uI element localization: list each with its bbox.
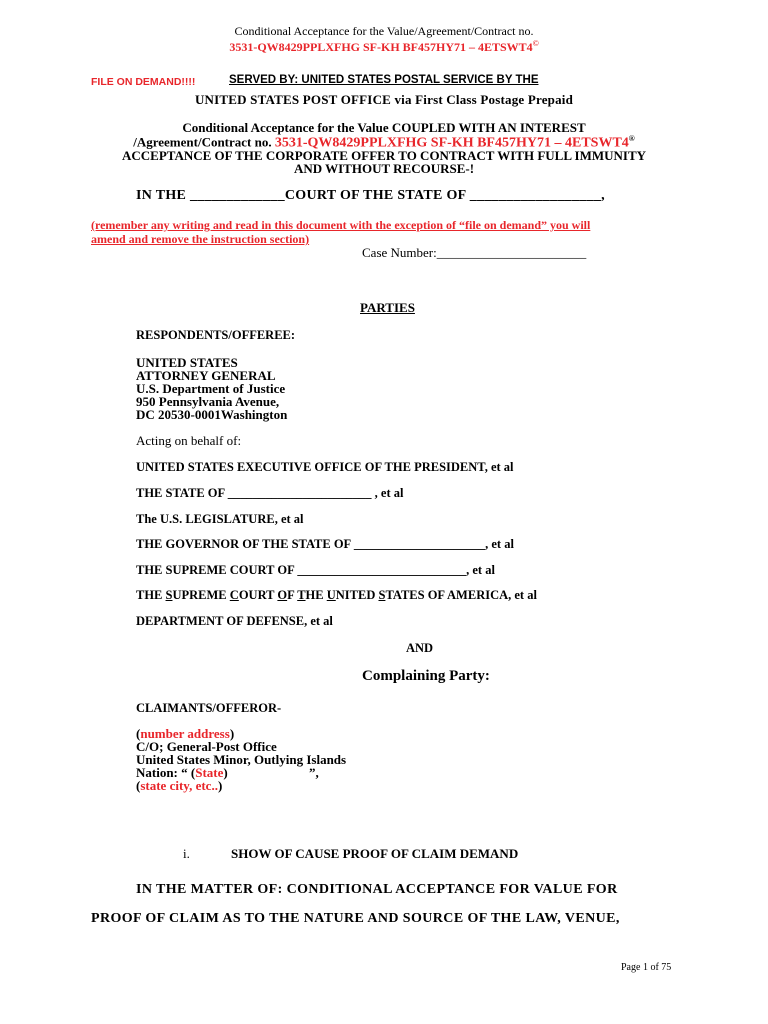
scotus-part: UPREME [172, 588, 230, 602]
paren: ( [136, 778, 141, 793]
party-us-supreme-court [136, 588, 537, 603]
scotus-initial: S [378, 588, 386, 602]
parties-heading: PARTIES [360, 300, 415, 315]
acceptance-line-3: ACCEPTANCE OF THE CORPORATE OFFER TO CONTRACT WITH FULL IMMUNITY [121, 148, 647, 163]
co-line: C/O; General-Post Office [136, 739, 277, 754]
complaining-party-heading: Complaining Party: [362, 668, 490, 684]
nation-prefix: Nation: “ ( [136, 765, 196, 780]
scotus-initial: O [277, 588, 288, 602]
scotus-part: THE [136, 588, 166, 602]
registered-mark: ® [628, 134, 635, 143]
header-title: Conditional Acceptance for the Value/Agreement/Contract no. [234, 24, 534, 38]
acceptance-line-1: Conditional Acceptance for the Value COUPLED WITH AN INTEREST [182, 120, 586, 135]
islands-line: United States Minor, Outlying Islands [136, 752, 347, 767]
scotus-initial: C [229, 588, 239, 602]
paren: ) [217, 778, 223, 793]
scotus-initial: U [326, 588, 336, 602]
scotus-part: OURT [238, 588, 278, 602]
case-number-field: Case Number:_______________________ [362, 245, 587, 260]
state-city-placeholder: state city, etc.. [140, 778, 218, 793]
party-state-supreme-court: THE SUPREME COURT OF ___________________________, et al [136, 563, 495, 577]
scotus-part: F [287, 588, 298, 602]
party-legislature: The U.S. LEGISLATURE, et al [136, 512, 304, 526]
matter-line-2: PROOF OF CLAIM AS TO THE NATURE AND SOURCE OF THE LAW, VENUE, [91, 911, 620, 926]
claimants-heading: CLAIMANTS/OFFEROR- [136, 701, 282, 715]
paren: ( [136, 726, 141, 741]
instruction-line-1: (remember any writing and read in this document with the exception of “file on demand” you will [91, 218, 591, 232]
party-defense: DEPARTMENT OF DEFENSE, et al [136, 614, 333, 628]
instruction-line-2: amend and remove the instruction section) [91, 232, 310, 246]
court-line: IN THE _____________COURT OF THE STATE OF __________________, [136, 188, 605, 203]
scotus-initial: T [297, 588, 306, 602]
and-label: AND [406, 641, 434, 655]
section-title: SHOW OF CAUSE PROOF OF CLAIM DEMAND [231, 846, 519, 861]
respondent-address [136, 356, 287, 421]
acceptance-line-4: AND WITHOUT RECOURSE-! [293, 161, 475, 176]
nation-suffix: ) ”, [223, 765, 319, 780]
state-city-line [136, 779, 346, 792]
served-by-line: SERVED BY: UNITED STATES POSTAL SERVICE BY THE [229, 74, 539, 86]
acceptance-prefix: /Agreement/Contract no. [133, 134, 275, 150]
copyright-mark: © [532, 39, 539, 48]
acceptance-contract-number: 3531-QW8429PPLXFHG SF-KH BF457HY71 – 4ETSWT4 [274, 135, 629, 151]
page-number: Page 1 of 75 [621, 962, 672, 973]
scotus-part: NITED [335, 588, 379, 602]
scotus-initial: S [165, 588, 173, 602]
respondents-heading: RESPONDENTS/OFFEREE: [136, 328, 296, 342]
scotus-part: TATES OF AMERICA, et al [385, 588, 537, 602]
address-line: ATTORNEY GENERAL [136, 368, 276, 383]
claimant-address [136, 727, 346, 792]
state-placeholder: State [195, 765, 224, 780]
paren: ) [229, 726, 235, 741]
file-on-demand-label: FILE ON DEMAND!!!! [91, 76, 196, 88]
address-line: U.S. Department of Justice [136, 381, 286, 396]
acting-on-behalf: Acting on behalf of: [136, 433, 242, 448]
matter-line-1: IN THE MATTER OF: CONDITIONAL ACCEPTANCE FOR VALUE FOR [136, 882, 618, 897]
address-line: UNITED STATES [136, 355, 238, 370]
address-line: DC 20530-0001Washington [136, 407, 288, 422]
party-executive-office: UNITED STATES EXECUTIVE OFFICE OF THE PRESIDENT, et al [136, 460, 514, 474]
number-address-placeholder: number address [140, 726, 230, 741]
contract-number [0, 39, 768, 55]
party-state: THE STATE OF _______________________ , et al [136, 486, 404, 500]
scotus-part: HE [305, 588, 327, 602]
address-line: 950 Pennsylvania Avenue, [136, 394, 280, 409]
party-governor: THE GOVERNOR OF THE STATE OF _____________________, et al [136, 537, 514, 551]
contract-number-text: 3531-QW8429PPLXFHG SF-KH BF457HY71 – 4ETSWT4 [229, 40, 533, 54]
post-office-line: UNITED STATES POST OFFICE via First Class Postage Prepaid [194, 92, 574, 107]
section-numeral: i. [183, 846, 190, 861]
